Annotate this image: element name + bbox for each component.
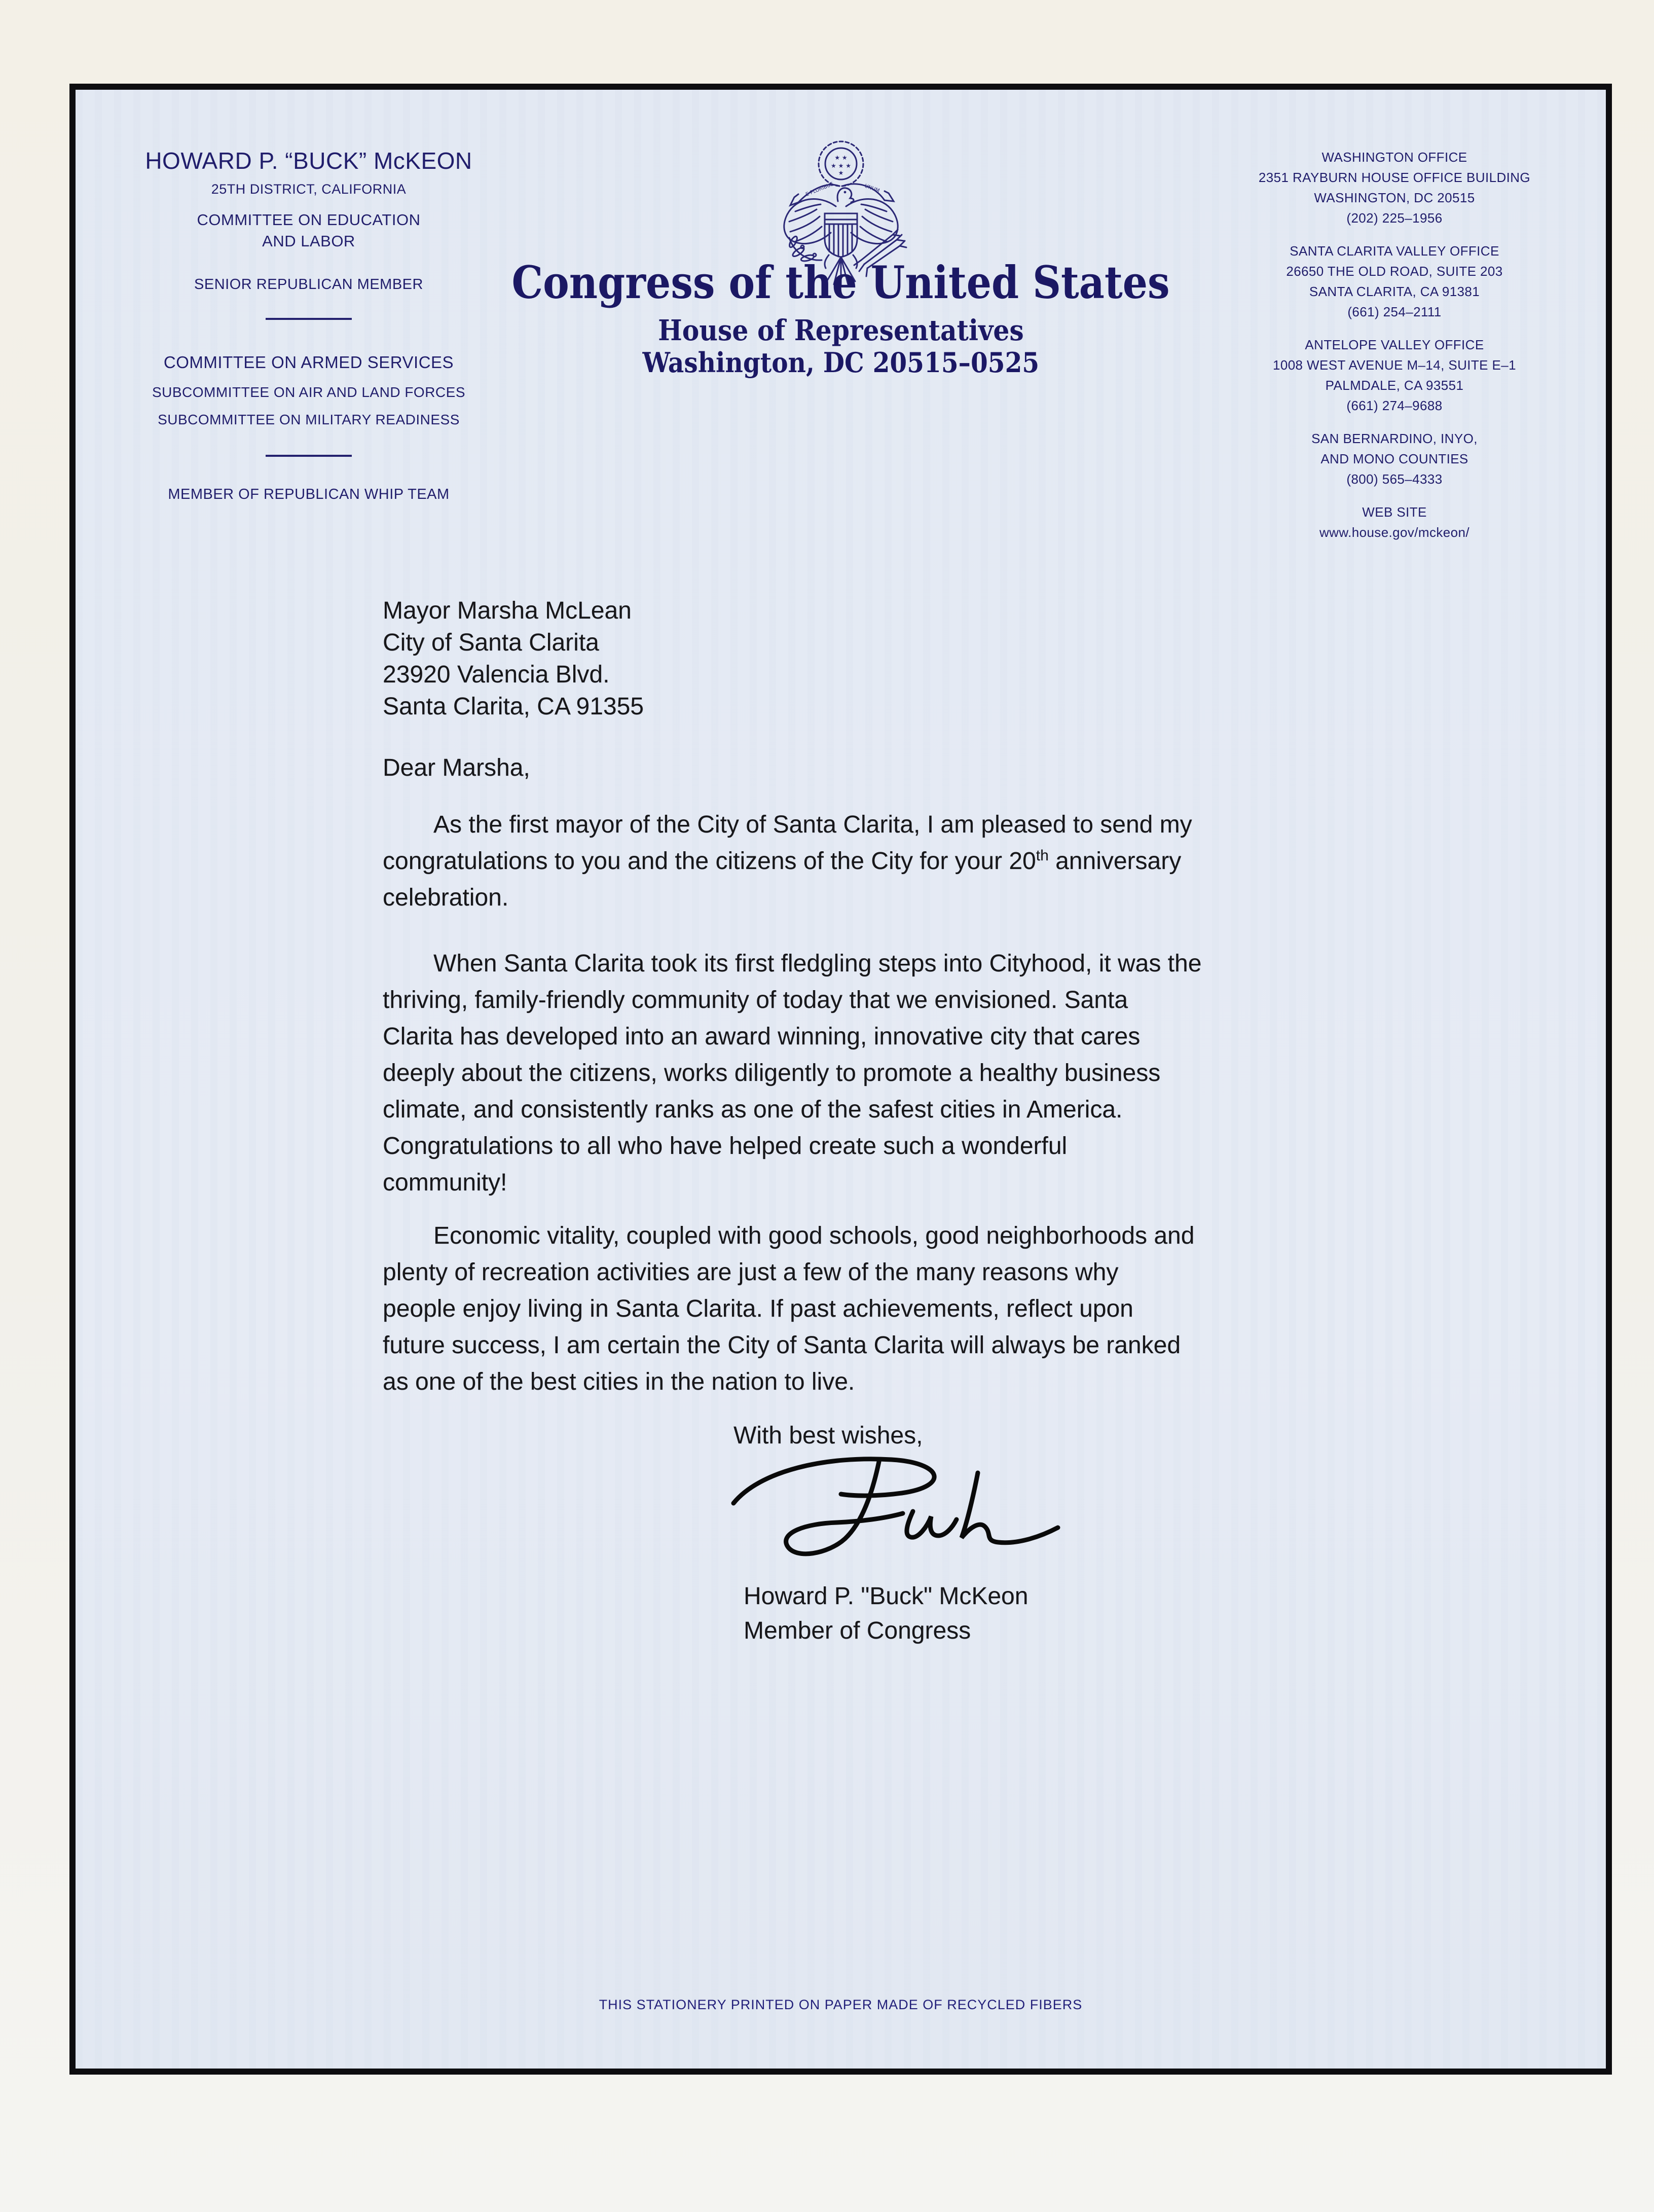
paragraph-line: thriving, family-friendly community of today that we envisioned. Santa bbox=[383, 987, 1128, 1013]
letterhead-right-column bbox=[1192, 147, 1597, 542]
member-name: HOWARD P. “BUCK” McKEON bbox=[145, 148, 472, 174]
salutation: Dear Marsha, bbox=[383, 754, 530, 781]
office-title: SANTA CLARITA VALLEY OFFICE bbox=[1290, 243, 1499, 259]
washington-address-line: Washington, DC 20515–0525 bbox=[642, 346, 1039, 379]
committee-education-line2: AND LABOR bbox=[262, 232, 355, 250]
paragraph-line: As the first mayor of the City of Santa Clarita, I am pleased to send my bbox=[433, 811, 1192, 838]
subcommittee-air-land: SUBCOMMITTEE ON AIR AND LAND FORCES bbox=[152, 384, 466, 400]
recipient-org: City of Santa Clarita bbox=[383, 629, 599, 656]
office-phone: (661) 254–2111 bbox=[1347, 304, 1442, 319]
website-title: WEB SITE bbox=[1362, 504, 1427, 520]
paragraph-line: congratulations to you and the citizens of the City for your 20th anniversary bbox=[383, 847, 1182, 875]
paragraph-line: future success, I am certain the City of Santa Clarita will always be ranked bbox=[383, 1332, 1181, 1359]
office-phone: (661) 274–9688 bbox=[1346, 398, 1443, 413]
signer-name: Howard P. "Buck" McKeon bbox=[744, 1583, 1028, 1610]
paragraph-line: community! bbox=[383, 1169, 507, 1196]
committee-education bbox=[116, 209, 501, 252]
paragraph-line: Clarita has developed into an award winning, innovative city that cares bbox=[383, 1023, 1141, 1050]
district-label: 25TH DISTRICT, CALIFORNIA bbox=[211, 182, 407, 197]
paragraph-2 bbox=[383, 946, 1447, 1201]
office-address: SANTA CLARITA, CA 91381 bbox=[1309, 284, 1480, 299]
recipient-city: Santa Clarita, CA 91355 bbox=[383, 693, 644, 720]
closing-line: With best wishes, bbox=[733, 1422, 923, 1449]
counties-line: AND MONO COUNTIES bbox=[1320, 451, 1468, 466]
svg-text:★ ★: ★ ★ bbox=[834, 154, 848, 161]
senior-republican-member: SENIOR REPUBLICAN MEMBER bbox=[194, 276, 423, 293]
recipient-name: Mayor Marsha McLean bbox=[383, 597, 632, 624]
paragraph-line: as one of the best cities in the nation to live. bbox=[383, 1368, 855, 1395]
website-block bbox=[1192, 502, 1597, 542]
house-subtitle: House of Representatives bbox=[657, 314, 1024, 347]
paragraph-3 bbox=[383, 1218, 1447, 1400]
svg-text:★ ★ ★: ★ ★ ★ bbox=[830, 162, 851, 169]
office-address: WASHINGTON, DC 20515 bbox=[1314, 190, 1475, 205]
office-address: 1008 WEST AVENUE M–14, SUITE E–1 bbox=[1272, 357, 1517, 373]
paragraph-line: people enjoy living in Santa Clarita. If past achievements, reflect upon bbox=[383, 1295, 1133, 1322]
seal-motto-left: E PLURIBUS bbox=[804, 181, 834, 198]
committee-education-line1: COMMITTEE ON EDUCATION bbox=[197, 211, 421, 229]
counties-phone: (800) 565–4333 bbox=[1346, 472, 1443, 487]
office-address: 2351 RAYBURN HOUSE OFFICE BUILDING bbox=[1258, 170, 1531, 185]
committee-armed-services: COMMITTEE ON ARMED SERVICES bbox=[163, 353, 454, 372]
santa-clarita-office-block bbox=[1192, 241, 1597, 322]
washington-office-block bbox=[1192, 147, 1597, 228]
subcommittee-military-readiness: SUBCOMMITTEE ON MILITARY READINESS bbox=[158, 412, 460, 427]
paragraph-line: deeply about the citizens, works diligently to promote a healthy business bbox=[383, 1060, 1161, 1086]
office-title: ANTELOPE VALLEY OFFICE bbox=[1305, 337, 1484, 352]
seal-motto-right: UNUM bbox=[863, 183, 880, 194]
antelope-valley-office-block bbox=[1192, 335, 1597, 416]
letter-page bbox=[69, 84, 1612, 2075]
handwritten-signature-buck bbox=[724, 1446, 1074, 1568]
paragraph-line: When Santa Clarita took its first fledgling steps into Cityhood, it was the bbox=[433, 950, 1202, 977]
congress-title: Congress of the United States bbox=[511, 256, 1170, 309]
office-address: 26650 THE OLD ROAD, SUITE 203 bbox=[1286, 264, 1503, 279]
website-url: www.house.gov/mckeon/ bbox=[1319, 525, 1469, 540]
recipient-address-block bbox=[383, 595, 644, 722]
recipient-street: 23920 Valencia Blvd. bbox=[383, 661, 610, 688]
whip-team-label: MEMBER OF REPUBLICAN WHIP TEAM bbox=[168, 486, 450, 502]
divider-line bbox=[266, 455, 352, 457]
svg-text:★: ★ bbox=[838, 169, 843, 176]
paragraph-line: plenty of recreation activities are just a few of the many reasons why bbox=[383, 1259, 1119, 1286]
paragraph-line: Economic vitality, coupled with good schools, good neighborhoods and bbox=[433, 1222, 1195, 1249]
superscript-th: th bbox=[1036, 847, 1049, 864]
paragraph-line: Congratulations to all who have helped create such a wonderful bbox=[383, 1133, 1068, 1159]
paragraph-line: celebration. bbox=[383, 884, 509, 911]
signer-title: Member of Congress bbox=[744, 1617, 971, 1644]
counties-block bbox=[1192, 428, 1597, 489]
counties-line: SAN BERNARDINO, INYO, bbox=[1311, 431, 1478, 446]
office-title: WASHINGTON OFFICE bbox=[1321, 150, 1467, 165]
recycled-paper-note: THIS STATIONERY PRINTED ON PAPER MADE OF RECYCLED FIBERS bbox=[599, 1997, 1083, 2012]
signature-block bbox=[744, 1579, 1028, 1648]
office-address: PALMDALE, CA 93551 bbox=[1325, 378, 1464, 393]
paragraph-1 bbox=[383, 807, 1447, 916]
paragraph-line: climate, and consistently ranks as one of the safest cities in America. bbox=[383, 1096, 1123, 1123]
office-phone: (202) 225–1956 bbox=[1346, 210, 1443, 226]
